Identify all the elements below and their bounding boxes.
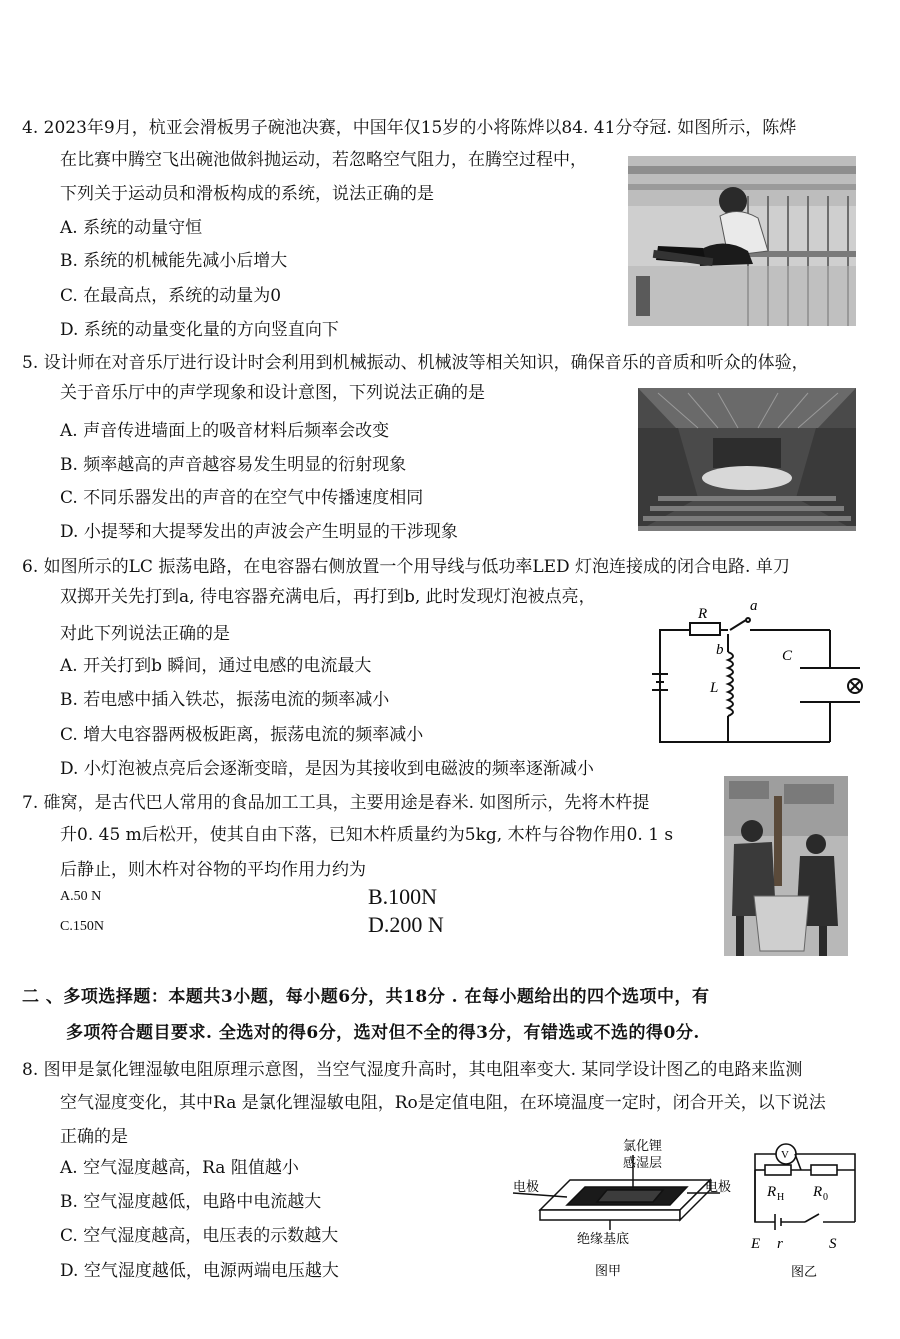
q4-option-a: A. 系统的动量守恒 xyxy=(60,218,203,238)
q7-option-c: C.150N xyxy=(60,919,104,934)
jia-label-electrode-right: 电极 xyxy=(705,1179,732,1194)
skateboard-photo xyxy=(628,156,856,326)
jia-label-electrode-left: 电极 xyxy=(513,1179,540,1194)
q7-option-d: D.200 N xyxy=(368,912,444,937)
q4-option-b: B. 系统的机械能先减小后增大 xyxy=(60,251,288,271)
yi-label-r: r xyxy=(777,1236,783,1252)
q5-option-b: B. 频率越高的声音越容易发生明显的衍射现象 xyxy=(60,455,407,475)
q8-option-d: D. 空气湿度越低，电源两端电压越大 xyxy=(60,1261,339,1281)
jia-label-layer: 感湿层 xyxy=(623,1155,663,1170)
q6-line1: 6. 如图所示的LC 振荡电路，在电容器右侧放置一个用导线与低功率LED 灯泡连接成的闭合电路. 单刀 xyxy=(22,557,790,577)
lc-circuit-diagram xyxy=(650,592,870,752)
q6-option-a: A. 开关打到b 瞬间，通过电感的电流最大 xyxy=(60,656,372,676)
q8-option-b: B. 空气湿度越低，电路中电流越大 xyxy=(60,1192,322,1212)
q6-line3: 对此下列说法正确的是 xyxy=(60,624,230,644)
q5-line1: 5. 设计师在对音乐厅进行设计时会利用到机械振动、机械波等相关知识，确保音乐的音质和听众的体验， xyxy=(22,353,809,373)
jia-caption: 图甲 xyxy=(595,1263,622,1278)
q8-line1: 8. 图甲是氯化锂湿敏电阻原理示意图，当空气湿度升高时，其电阻率变大. 某同学设计图乙的电路来监测 xyxy=(22,1060,803,1080)
yi-voltmeter-label: V xyxy=(781,1149,789,1161)
q4-line2: 在比赛中腾空飞出碗池做斜抛运动，若忽略空气阻力，在腾空过程中， xyxy=(60,150,587,170)
yi-label-rh: R xyxy=(767,1184,777,1200)
label-b: b xyxy=(716,642,724,658)
q7-option-a: A.50 N xyxy=(60,889,102,904)
yi-caption: 图乙 xyxy=(791,1264,818,1279)
q4-option-c: C. 在最高点，系统的动量为0 xyxy=(60,286,282,306)
yi-label-s: S xyxy=(829,1236,837,1252)
q6-line2: 双掷开关先打到a, 待电容器充满电后，再打到b, 此时发现灯泡被点亮， xyxy=(60,587,596,607)
jia-label-licl: 氯化锂 xyxy=(623,1138,663,1153)
q6-option-b: B. 若电感中插入铁芯，振荡电流的频率减小 xyxy=(60,690,390,710)
section2-line1: 二 、多项选择题：本题共3小题，每小题6分，共18分 . 在每小题给出的四个选项中，有 xyxy=(22,987,710,1007)
yi-label-e: E xyxy=(751,1236,761,1252)
q5-line2: 关于音乐厅中的声学现象和设计意图，下列说法正确的是 xyxy=(60,383,485,403)
q7-line3: 后静止，则木杵对谷物的平均作用力约为 xyxy=(60,860,366,880)
section2-line2: 多项符合题目要求. 全选对的得6分，选对但不全的得3分，有错选或不选的得0分. xyxy=(66,1023,700,1043)
figure-yi-circuit-diagram xyxy=(745,1130,865,1288)
yi-label-rh-sub: H xyxy=(777,1192,785,1203)
yi-label-r0: R xyxy=(813,1184,823,1200)
label-c: C xyxy=(782,648,793,664)
q4-line1: 4. 2023年9月，杭亚会滑板男子碗池决赛，中国年仅15岁的小将陈烨以84. 41分夺冠. 如图所示，陈烨 xyxy=(22,118,797,138)
figure-jia-sensor-diagram xyxy=(505,1135,740,1285)
label-r: R xyxy=(698,606,708,622)
concert-hall-photo xyxy=(638,388,856,531)
q7-line2: 升0. 45 m后松开，使其自由下落，已知木杵质量约为5kg, 木杵与谷物作用0. 1 s xyxy=(60,825,674,845)
q7-option-b: B.100N xyxy=(368,884,438,909)
label-a: a xyxy=(750,598,758,614)
q4-line3: 下列关于运动员和滑板构成的系统，说法正确的是 xyxy=(60,184,434,204)
q8-option-a: A. 空气湿度越高，Ra 阻值越小 xyxy=(60,1158,299,1178)
q8-line3: 正确的是 xyxy=(60,1127,128,1147)
q6-option-d: D. 小灯泡被点亮后会逐渐变暗，是因为其接收到电磁波的频率逐渐减小 xyxy=(60,759,594,779)
jia-label-substrate: 绝缘基底 xyxy=(577,1231,630,1246)
q5-option-a: A. 声音传进墙面上的吸音材料后频率会改变 xyxy=(60,421,390,441)
q5-option-d: D. 小提琴和大提琴发出的声波会产生明显的干涉现象 xyxy=(60,522,458,542)
q5-option-c: C. 不同乐器发出的声音的在空气中传播速度相同 xyxy=(60,488,424,508)
q7-line1: 7. 碓窝，是古代巴人常用的食品加工工具，主要用途是舂米. 如图所示，先将木杵提 xyxy=(22,793,650,813)
q6-option-c: C. 增大电容器两极板距离，振荡电流的频率减小 xyxy=(60,725,424,745)
q4-option-d: D. 系统的动量变化量的方向竖直向下 xyxy=(60,320,339,340)
label-l: L xyxy=(710,680,719,696)
q8-option-c: C. 空气湿度越高，电压表的示数越大 xyxy=(60,1226,339,1246)
yi-label-r0-sub: 0 xyxy=(823,1192,828,1203)
mortar-photo xyxy=(724,776,848,956)
q8-line2: 空气湿度变化，其中Ra 是氯化锂湿敏电阻，Ro是定值电阻，在环境温度一定时，闭合开关，以下说法 xyxy=(60,1093,826,1113)
